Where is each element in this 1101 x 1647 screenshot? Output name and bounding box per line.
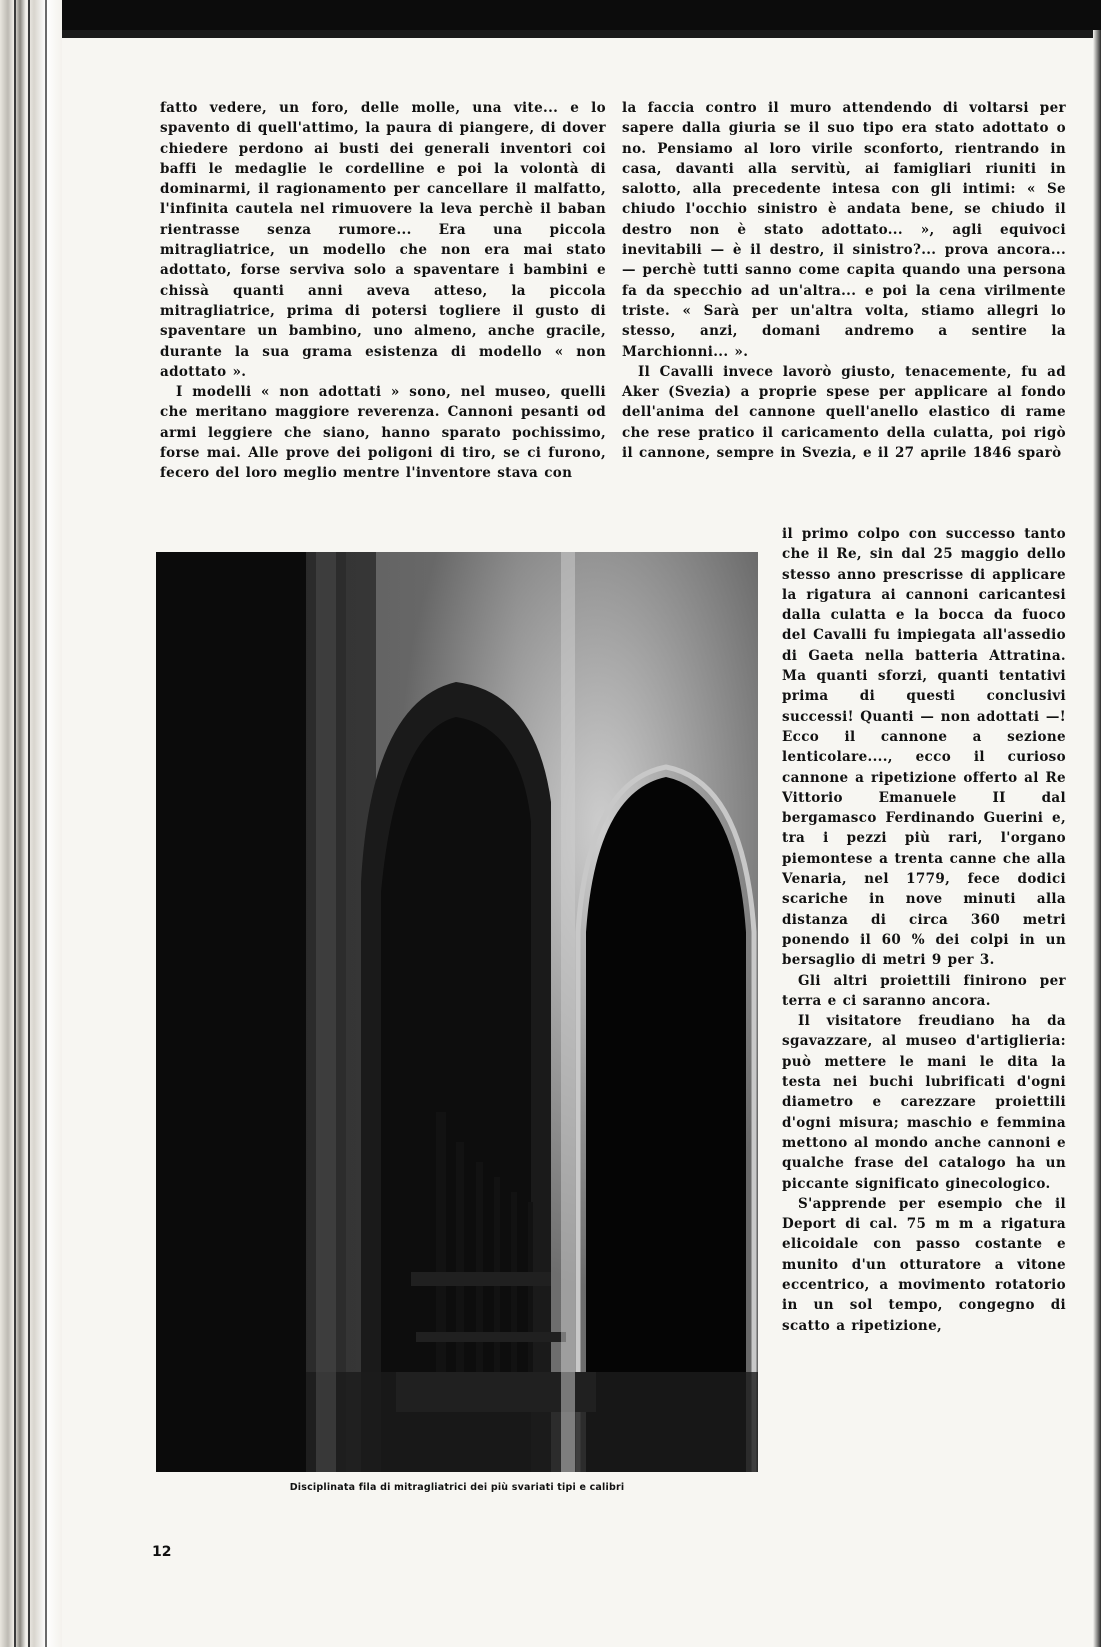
paragraph: I modelli « non adottati » sono, nel museo, quelli che meritano maggiore reverenza. Cannoni pesanti od armi leggiere che siano, hanno sparato pochissimo, forse mai. Alle prove dei poligoni di tiro, se ci furono, fecero del loro meglio mentre l'inventore stava con: [160, 384, 606, 482]
photo-caption: Disciplinata fila di mitragliatrici dei più svariati tipi e calibri: [289, 1482, 625, 1493]
paragraph: S'apprende per esempio che il Deport di cal. 75 m m a rigatura elicoidale con passo costante e munito d'un otturatore a vitone eccentrico, a movimento rotatorio in un sol tempo, congegno di scatto a ripetizione,: [782, 1195, 1066, 1334]
spine-edge-line: [45, 0, 47, 1647]
magazine-page: [62, 30, 1101, 1647]
paragraph: Il Cavalli invece lavorò giusto, tenacemente, fu ad Aker (Svezia) a proprie spese per applicare al fondo dell'anima del cannone quell'anello elastico di rame che rese pratico il caricamento della culatta, poi rigò il cannone, sempre in Svezia, e il 27 aprile 1846 sparò: [622, 363, 1066, 462]
paragraph: Il visitatore freudiano ha da sgavazzare, al museo d'artiglieria: può mettere le mani le dita la testa nei buchi lubrificati d'ogni diametro e carezzare proiettili d'ogni misura; maschio e femmina mettono al mondo anche cannoni e qualche frase del catalogo ha un piccante significato ginecologico.: [782, 1013, 1066, 1192]
page-number: 12: [152, 1544, 172, 1560]
machine-gun-gallery-photo: [156, 552, 758, 1472]
spine-edge-line: [14, 0, 16, 1647]
paragraph: il primo colpo con successo tanto che il Re, sin dal 25 maggio dello stesso anno prescrisse di applicare la rigatura ai cannoni caricantesi dalla culatta e la bocca da fuoco del Cavalli fu impiegata all'assedio di Gaeta nella batteria Attratina. Ma quanti sforzi, quanti tentativi prima di questi conclusivi successi! Quanti — non adottati —! Ecco il cannone a sezione lenticolare...., ecco il curioso cannone a ripetizione offerto al Re Vittorio Emanuele II dal bergamasco Ferdinando Guerini e, tra i pezzi più rari, l'organo piemontese a trenta canne che alla Venaria, nel 1779, fece dodici scariche in nove minuti alla distanza di circa 360 metri ponendo il 60 % dei colpi in un bersaglio di metri 9 per 3.: [782, 526, 1066, 969]
book-spine: [0, 0, 62, 1647]
scan-top-border: [0, 0, 1101, 30]
paragraph: Gli altri proiettili finirono per terra e ci saranno ancora.: [782, 972, 1066, 1009]
text-column-right-narrow: [782, 524, 1066, 1336]
page-right-edge: [1093, 30, 1101, 1647]
spine-edge-line: [28, 0, 30, 1647]
page-top-shadow: [62, 30, 1101, 38]
text-column-left: [160, 98, 606, 484]
paragraph: la faccia contro il muro attendendo di voltarsi per sapere dalla giuria se il suo tipo era stato adottato o no. Pensiamo al loro virile sconforto, rientrando in casa, davanti alla servitù, ai famigliari riuniti in salotto, alla precedente intesa con gli intimi: « Se chiudo l'occhio sinistro è andata bene, se chiudo il destro non è stato adottato... », agli equivoci inevitabili — è il destro, il sinistro?... prova ancora... — perchè tutti sanno come capita quando una persona fa da specchio ad un'altra... e poi la cena virilmente triste. « Sarà per un'altra volta, stiamo allegri lo stesso, anzi, domani andremo a sentire la Marchionni... ».: [622, 100, 1066, 360]
text-column-right: [622, 98, 1066, 463]
paragraph: fatto vedere, un foro, delle molle, una vite... e lo spavento di quell'attimo, la paura di piangere, di dover chiedere perdono ai busti dei generali inventori coi baffi le medaglie le cordelline e poi la volontà di dominarmi, il ragionamento per cancellare il malfatto, l'infinita cautela nel rimuovere la leva perchè il baban rientrasse senza rumore... Era una piccola mitragliatrice, un modello che non era mai stato adottato, forse serviva solo a spaventare i bambini e chissà quanti anni aveva atteso, la piccola mitragliatrice, prima di potersi togliere il gusto di spaventare un bambino, uno almeno, anche gracile, durante la sua grama esistenza di modello « non adottato ».: [160, 100, 606, 380]
